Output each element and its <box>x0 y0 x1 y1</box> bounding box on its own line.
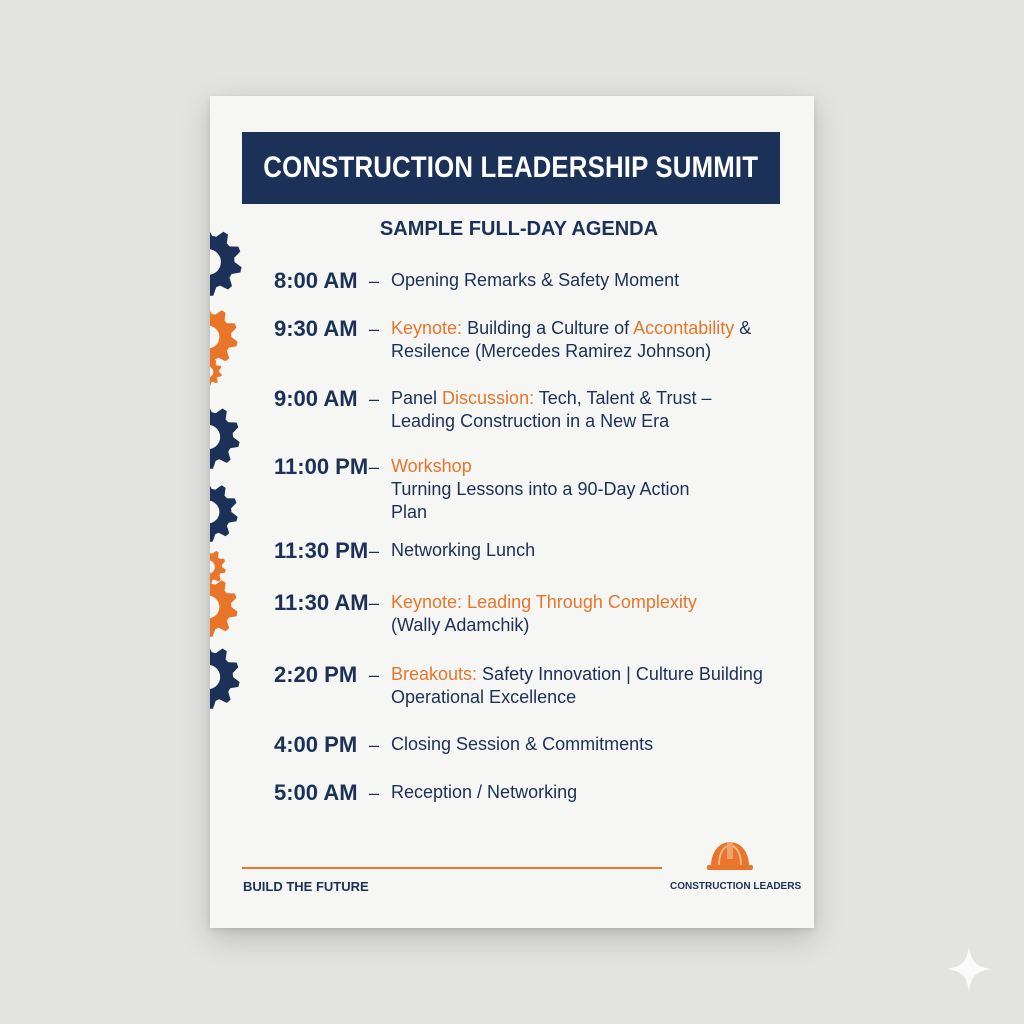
agenda-text: Reception / Networking <box>391 782 578 802</box>
agenda-dash: – <box>369 457 380 477</box>
agenda-time: 5:00 AM <box>274 780 358 805</box>
logo-text: CONSTRUCTION LEADERS <box>670 881 802 892</box>
agenda-item <box>274 662 763 709</box>
agenda-dash: – <box>369 735 380 755</box>
agenda-item <box>274 732 653 758</box>
agenda-text: Networking Lunch <box>391 540 536 560</box>
agenda-time: 11:30 PM <box>274 538 369 563</box>
agenda-item <box>274 268 679 294</box>
agenda-dash: – <box>369 319 380 339</box>
agenda-description-line <box>391 478 690 501</box>
agenda-text: Turning Lessons into a 90-Day Action <box>391 479 690 499</box>
agenda-description-line <box>391 663 763 686</box>
agenda-description-line <box>391 501 690 524</box>
sparkle-icon <box>944 944 994 994</box>
agenda-text: Closing Session & Commitments <box>391 734 654 754</box>
agenda-item <box>274 316 751 363</box>
agenda-card <box>210 96 814 928</box>
agenda-description-line <box>391 269 679 292</box>
agenda-description <box>391 662 763 709</box>
agenda-time: 9:30 AM <box>274 316 358 341</box>
agenda-dash: – <box>369 593 380 613</box>
agenda-dash: – <box>369 271 380 291</box>
agenda-highlight-text: Workshop <box>391 456 472 476</box>
agenda-highlight-text: Accontability <box>633 318 735 338</box>
agenda-description <box>391 268 679 292</box>
footer-divider <box>242 867 662 869</box>
page-title: CONSTRUCTION LEADERSHIP SUMMIT <box>263 151 759 184</box>
agenda-dash: – <box>369 665 380 685</box>
title-banner <box>242 132 780 204</box>
agenda-item <box>274 590 697 637</box>
agenda-description-line <box>391 591 697 614</box>
agenda-description <box>391 538 535 562</box>
agenda-description-line <box>391 733 653 756</box>
agenda-description <box>391 386 712 433</box>
agenda-text: Panel <box>391 388 443 408</box>
footer-tagline: BUILD THE FUTURE <box>243 879 369 894</box>
agenda-description-line <box>391 317 751 340</box>
agenda-description-line <box>391 410 712 433</box>
gear-decoration <box>210 222 266 832</box>
agenda-item <box>274 538 535 564</box>
agenda-text: Resilence (Mercedes Ramirez Johnson) <box>391 341 712 361</box>
agenda-dash: – <box>369 541 380 561</box>
agenda-text: Building a Culture of <box>462 318 634 338</box>
agenda-description-line <box>391 614 697 637</box>
agenda-description <box>391 590 697 637</box>
agenda-time: 2:20 PM <box>274 662 358 687</box>
agenda-highlight-text: Keynote: <box>391 318 463 338</box>
agenda-text: Plan <box>391 502 428 522</box>
agenda-text: Safety Innovation | Culture Building <box>477 664 763 684</box>
agenda-description-line <box>391 387 712 410</box>
agenda-text: Tech, Talent & Trust – <box>534 388 712 408</box>
agenda-text: & <box>734 318 752 338</box>
agenda-item <box>274 386 712 433</box>
agenda-description <box>391 454 690 524</box>
agenda-description-line <box>391 455 690 478</box>
agenda-time: 4:00 PM <box>274 732 358 757</box>
agenda-dash: – <box>369 783 380 803</box>
agenda-description <box>391 780 577 804</box>
agenda-text: (Wally Adamchik) <box>391 615 530 635</box>
agenda-description-line <box>391 539 535 562</box>
agenda-time: 11:00 PM <box>274 454 369 479</box>
agenda-highlight-text: Discussion: <box>442 388 535 408</box>
agenda-item <box>274 780 577 806</box>
agenda-text: Opening Remarks & Safety Moment <box>391 270 680 290</box>
agenda-description <box>391 732 653 756</box>
org-logo <box>670 838 802 892</box>
agenda-highlight-text: Keynote: Leading Through Complexity <box>391 592 697 612</box>
agenda-item <box>274 454 690 524</box>
agenda-description-line <box>391 781 577 804</box>
agenda-highlight-text: Breakouts: <box>391 664 478 684</box>
agenda-dash: – <box>369 389 380 409</box>
hard-hat-icon <box>705 838 755 872</box>
agenda-description <box>391 316 751 363</box>
agenda-subtitle: SAMPLE FULL-DAY AGENDA <box>379 218 659 240</box>
agenda-time: 8:00 AM <box>274 268 358 293</box>
agenda-time: 11:30 AM <box>274 590 369 615</box>
agenda-text: Leading Construction in a New Era <box>391 411 670 431</box>
agenda-description-line <box>391 686 763 709</box>
agenda-time: 9:00 AM <box>274 386 358 411</box>
agenda-description-line <box>391 340 751 363</box>
agenda-text: Operational Excellence <box>391 687 577 707</box>
